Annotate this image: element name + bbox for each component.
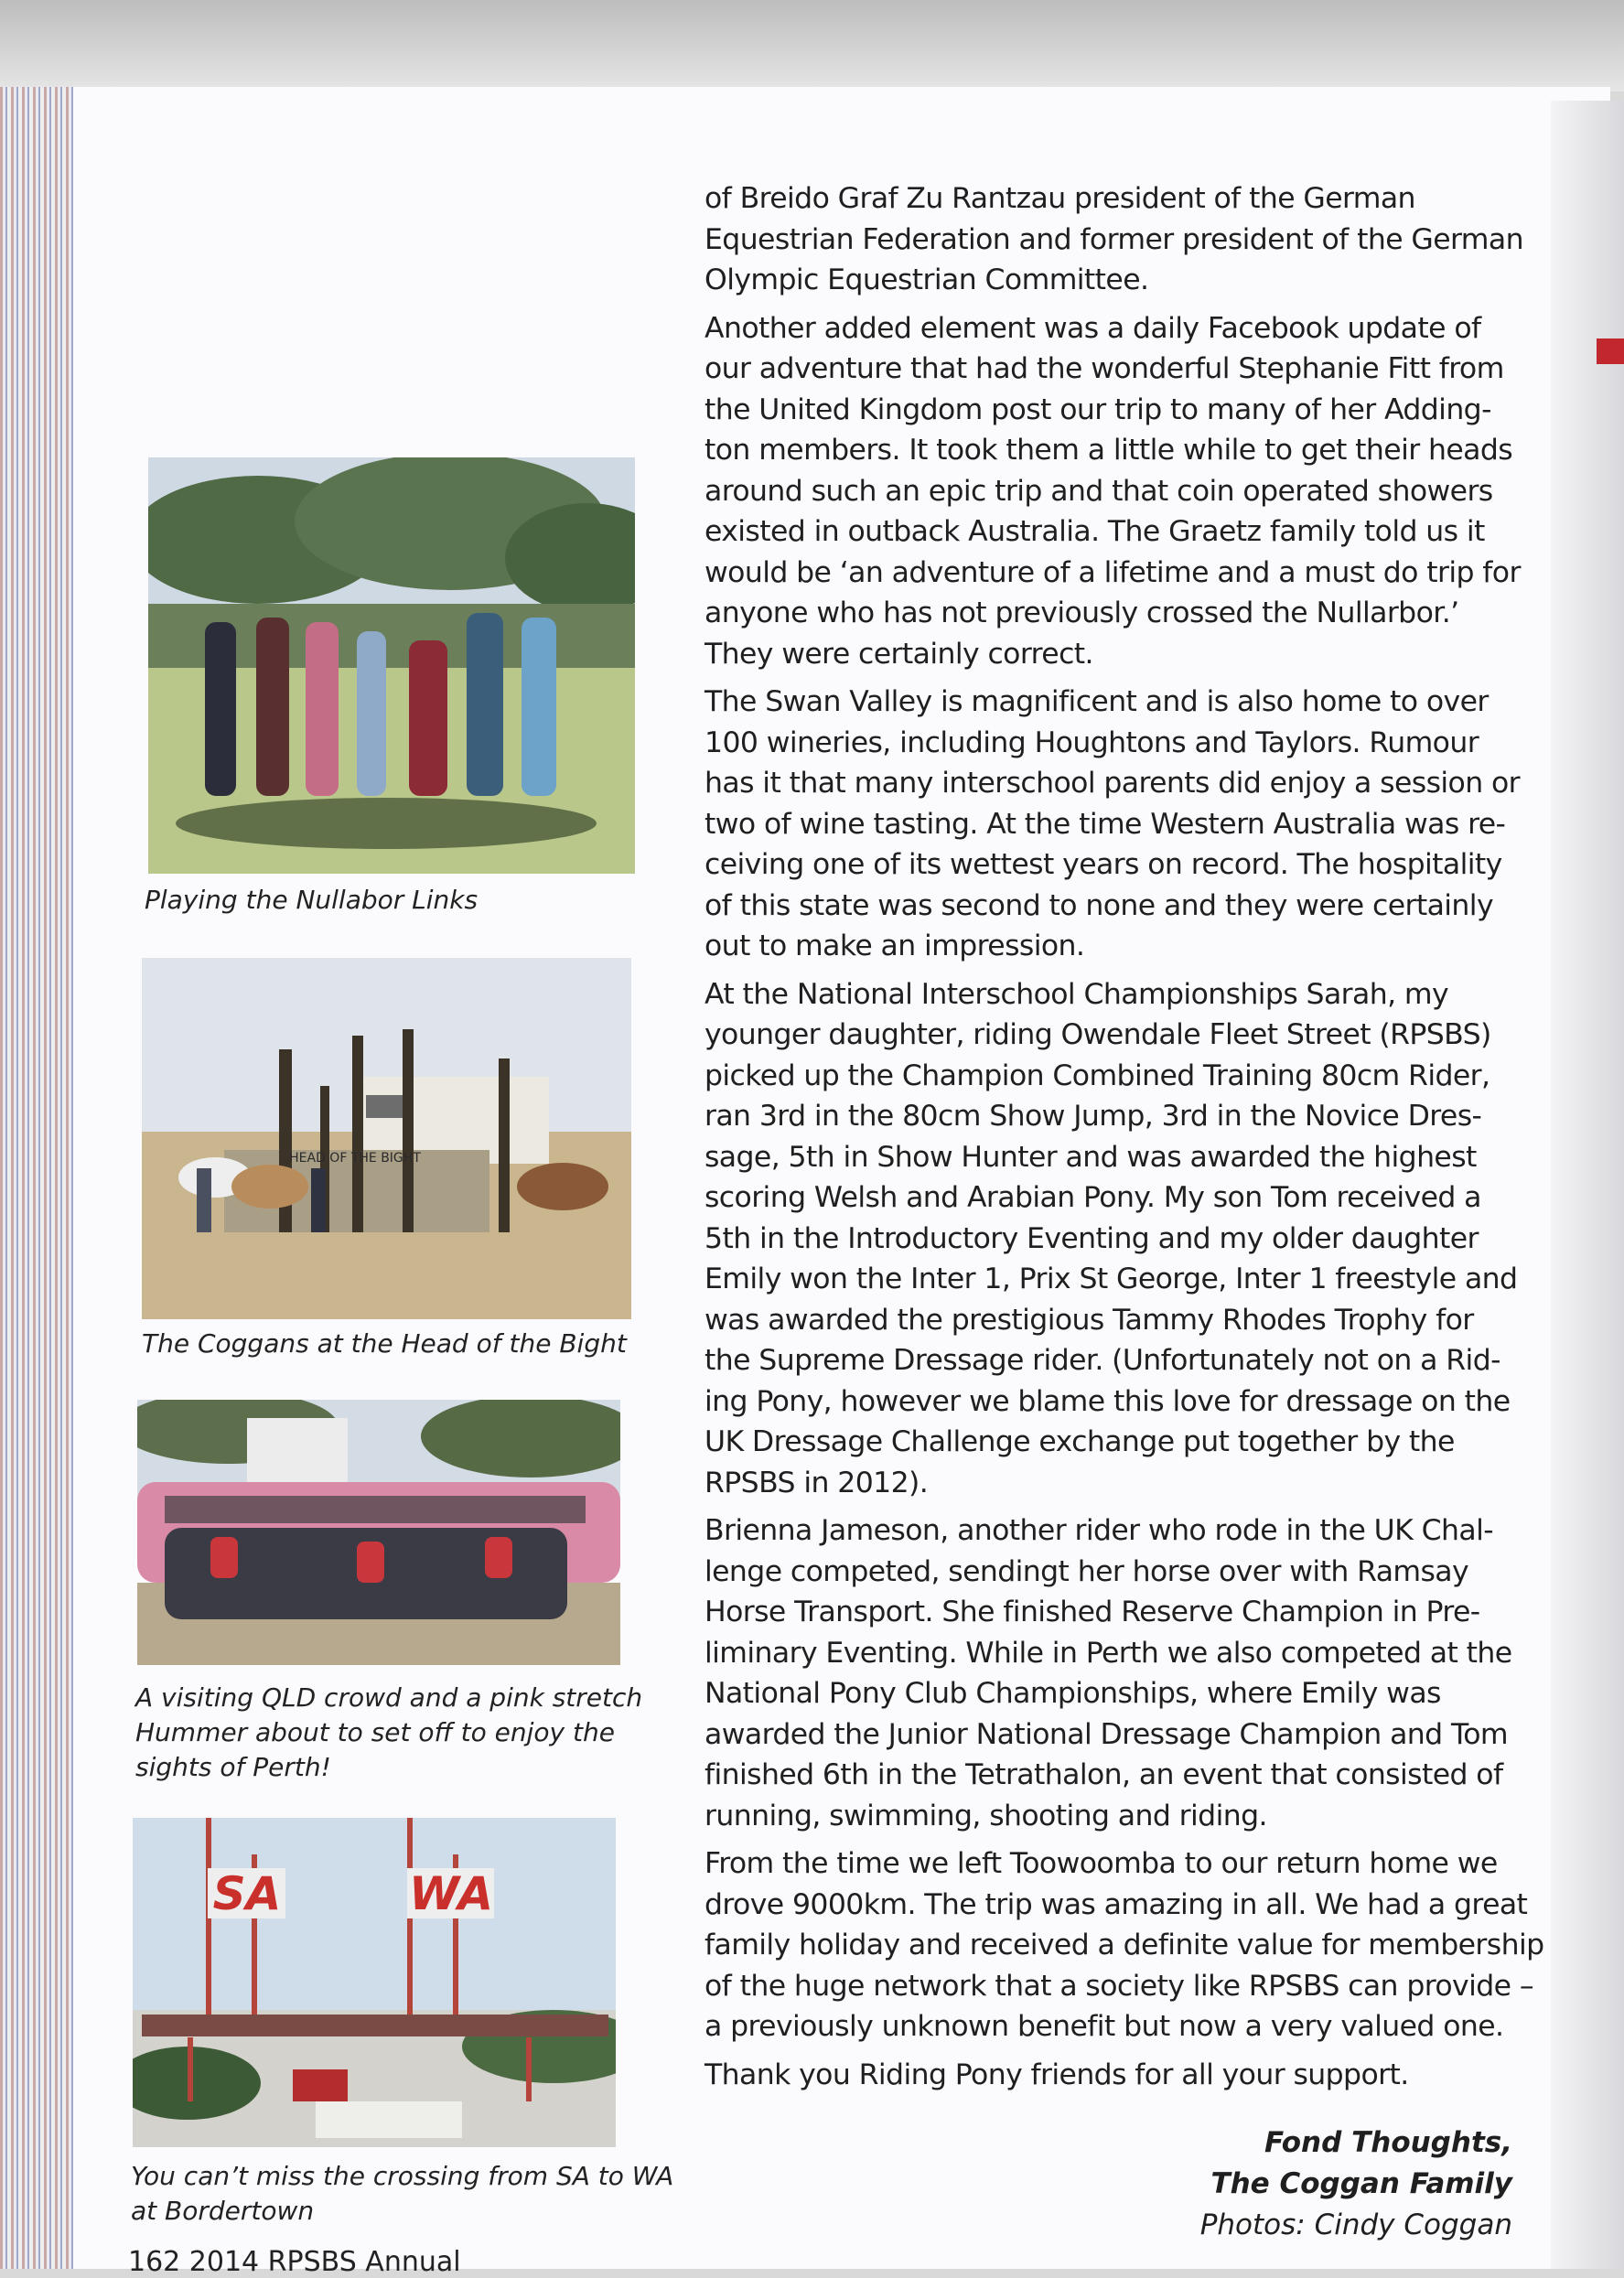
text-line: of Breido Graf Zu Rantzau president of the German <box>704 182 1415 215</box>
text-line: two of wine tasting. At the time Western Australia was re- <box>704 807 1506 841</box>
paragraph <box>704 682 1537 967</box>
caption-line: Hummer about to set off to enjoy the <box>135 1717 615 1747</box>
text-line: has it that many interschool parents did enjoy a session or <box>704 767 1521 800</box>
text-line: 5th in the Introductory Eventing and my older daughter <box>704 1221 1479 1255</box>
text-line: a previously unknown benefit but now a very valued one. <box>704 2010 1504 2043</box>
text-line: the Supreme Dressage rider. (Unfortunately not on a Rid- <box>704 1344 1500 1377</box>
bight-sign-text: HEAD OF THE BIGHT <box>289 1151 421 1166</box>
text-line: They were certainly correct. <box>704 637 1093 671</box>
text-line: our adventure that had the wonderful Stephanie Fitt from <box>704 352 1504 385</box>
text-line: At the National Interschool Championships Sarah, my <box>704 977 1449 1011</box>
paragraph <box>704 178 1537 301</box>
paragraph <box>704 1843 1544 2047</box>
text-line: ceiving one of its wettest years on record. The hospitality <box>704 848 1502 881</box>
text-line: picked up the Champion Combined Training 80cm Rider, <box>704 1058 1490 1092</box>
photo-pink-hummer <box>137 1400 620 1665</box>
text-line: of the huge network that a society like RPSBS can provide – <box>704 1969 1533 2003</box>
page-spine <box>0 87 73 2269</box>
signoff-author: The Coggan Family <box>1210 2167 1512 2200</box>
sa-sign-text: SA <box>212 1867 282 1920</box>
scan-background <box>0 0 1624 91</box>
text-line: Emily won the Inter 1, Prix St George, Inter 1 freestyle and <box>704 1263 1518 1295</box>
text-line: family holiday and received a definite value for membership <box>704 1929 1544 1961</box>
text-line: of this state was second to none and they were certainly <box>704 888 1493 922</box>
text-line: liminary Eventing. While in Perth we also competed at the <box>704 1636 1512 1670</box>
text-line: ing Pony, however we blame this love for dressage on the <box>704 1384 1511 1418</box>
text-line: out to make an impression. <box>704 929 1085 962</box>
text-line: UK Dressage Challenge exchange put together by the <box>704 1425 1455 1458</box>
caption-line: Playing the Nullabor Links <box>145 885 479 915</box>
text-line: running, swimming, shooting and riding. <box>704 1799 1267 1832</box>
text-line: The Swan Valley is magnificent and is also home to over <box>704 685 1489 718</box>
caption-line: at Bordertown <box>131 2196 315 2226</box>
page-tab-marker <box>1597 338 1624 364</box>
text-line: lenge competed, sendingt her horse over with Ramsay <box>704 1554 1469 1588</box>
photo-credit: Photos: Cindy Coggan <box>1199 2208 1512 2241</box>
article-body <box>704 178 1544 2102</box>
caption-line: sights of Perth! <box>135 1752 331 1782</box>
caption-photo-4 <box>131 2159 673 2229</box>
text-line: was awarded the prestigious Tammy Rhodes Trophy for <box>704 1303 1474 1337</box>
caption-photo-3 <box>135 1681 642 1785</box>
signoff <box>1200 2122 1512 2246</box>
text-line: Another added element was a daily Facebook update of <box>704 311 1481 345</box>
text-line: RPSBS in 2012). <box>704 1466 929 1499</box>
caption-line: The Coggans at the Head of the Bight <box>142 1328 627 1359</box>
caption-line: You can’t miss the crossing from SA to WA <box>131 2161 674 2191</box>
signoff-greeting: Fond Thoughts, <box>1264 2126 1512 2159</box>
text-line: would be ‘an adventure of a lifetime and a must do trip for <box>704 555 1521 589</box>
text-line: Equestrian Federation and former president of the German <box>704 222 1523 256</box>
text-line: Olympic Equestrian Committee. <box>704 263 1149 296</box>
paragraph <box>704 308 1537 675</box>
photo-head-of-bight <box>142 958 631 1319</box>
page-footer: 162 2014 RPSBS Annual <box>128 2246 461 2278</box>
text-line: 100 wineries, including Houghtons and Taylors. Rumour <box>704 725 1479 759</box>
photo-sa-wa-border <box>133 1818 616 2147</box>
text-line: National Pony Club Championships, where Emily was <box>704 1677 1441 1710</box>
text-line: finished 6th in the Tetrathalon, an event that consisted of <box>704 1758 1503 1791</box>
text-line: sage, 5th in Show Hunter and was awarded the highest <box>704 1140 1477 1174</box>
paragraph <box>704 1510 1537 1836</box>
text-line: ton members. It took them a little while to get their heads <box>704 434 1513 467</box>
page-edge <box>1551 101 1624 2269</box>
text-line: awarded the Junior National Dressage Champion and Tom <box>704 1717 1509 1751</box>
text-line: existed in outback Australia. The Graetz family told us it <box>704 515 1485 548</box>
text-line: around such an epic trip and that coin operated showers <box>704 474 1493 508</box>
text-line: anyone who has not previously crossed the Nullarbor.’ <box>704 596 1459 629</box>
paragraph <box>704 974 1537 1504</box>
text-line: drove 9000km. The trip was amazing in all. We had a great <box>704 1887 1528 1921</box>
caption-photo-2 <box>142 1327 627 1361</box>
text-line: Brienna Jameson, another rider who rode in the UK Chal- <box>704 1514 1493 1547</box>
wa-sign-text: WA <box>408 1867 494 1920</box>
text-line: From the time we left Toowoomba to our return home we <box>704 1847 1498 1880</box>
text-line: Horse Transport. She finished Reserve Champion in Pre- <box>704 1596 1480 1628</box>
text-line: scoring Welsh and Arabian Pony. My son Tom received a <box>704 1181 1481 1214</box>
caption-photo-1 <box>145 883 478 918</box>
text-line: Thank you Riding Pony friends for all your support. <box>704 2058 1409 2091</box>
text-line: ran 3rd in the 80cm Show Jump, 3rd in the Novice Dres- <box>704 1100 1482 1133</box>
photo-nullabor-links <box>148 457 635 874</box>
text-line: the United Kingdom post our trip to many of her Adding- <box>704 392 1491 426</box>
caption-line: A visiting QLD crowd and a pink stretch <box>135 1682 643 1713</box>
text-line: younger daughter, riding Owendale Fleet Street (RPSBS) <box>704 1018 1491 1051</box>
paragraph <box>704 2055 1537 2096</box>
